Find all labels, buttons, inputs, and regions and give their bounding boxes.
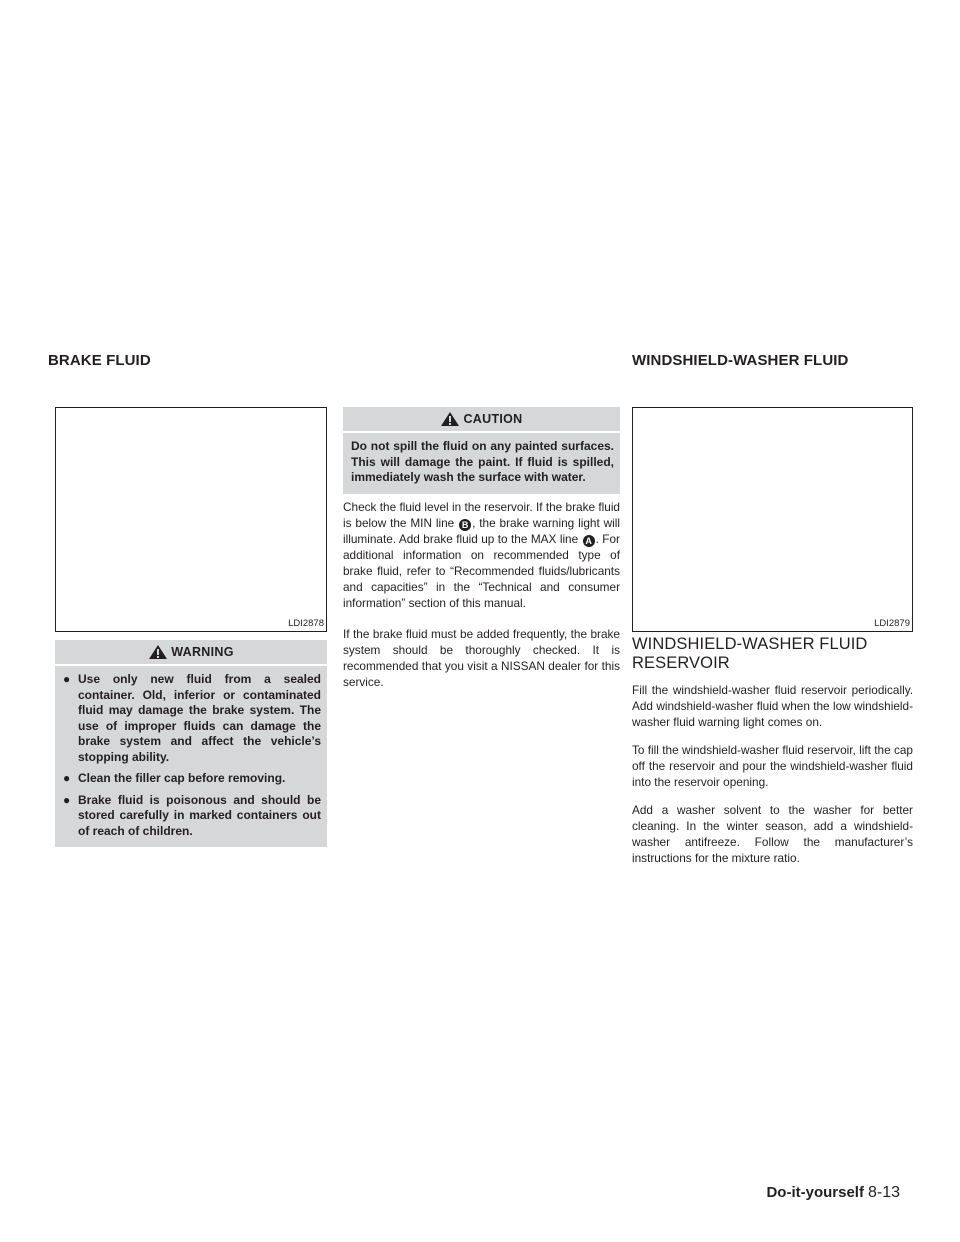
page-footer [766, 1184, 900, 1202]
warning-item [63, 793, 321, 840]
figure-label: LDI2879 [874, 618, 910, 629]
warning-item [63, 771, 321, 787]
washer-paragraph-3: Add a washer solvent to the washer for better cleaning. In the winter season, add a windshield-washer antifreeze. Follow the manufacturer’s instructions for the mixture ratio. [632, 803, 913, 865]
warning-item-text: Use only new fluid from a sealed container. Old, inferior or contaminated fluid may damage the brake system. The use of improper fluids can damage the brake system and affect the vehicle’s stopping ability. [78, 672, 321, 764]
warning-icon [148, 644, 168, 660]
caution-icon [440, 411, 460, 427]
footer-section: Do-it-yourself [766, 1184, 864, 1201]
washer-paragraph-2: To fill the windshield-washer fluid reservoir, lift the cap off the reservoir and pour the windshield-washer fluid into the reservoir opening. [632, 743, 913, 789]
section-heading-brake-fluid: BRAKE FLUID [48, 352, 151, 369]
washer-paragraph-1: Fill the windshield-washer fluid reservoir periodically. Add windshield-washer fluid when the low windshield-washer fluid warning light comes on. [632, 683, 913, 729]
page-number: 8-13 [867, 1184, 900, 1201]
brake-fluid-paragraph-1: Check the fluid level in the reservoir. If the brake fluid is below the MIN line B , the brake warning light will illuminate. Add brake fluid up to the MAX line A . For additional information on recommended type of brake fluid, refer to “Recommended fluids/lubricants and capacities” in the “Technical and consumer information” section of this manual. [343, 500, 620, 610]
warning-title: WARNING [171, 645, 234, 659]
washer-fluid-figure [632, 407, 913, 632]
bullet-icon: ● [63, 672, 71, 686]
figure-label: LDI2878 [288, 618, 324, 629]
washer-reservoir-subheading: WINDSHIELD-WASHER FLUID RESERVOIR [632, 635, 868, 672]
warning-box [55, 640, 327, 847]
warning-item [63, 672, 321, 765]
caution-box [343, 407, 620, 494]
caution-text: Do not spill the fluid on any painted surfaces. This will damage the paint. If fluid is spilled, immediately wash the surface with water. [351, 439, 614, 484]
caution-header [343, 407, 620, 431]
caution-title: CAUTION [463, 412, 523, 426]
warning-header [55, 640, 327, 664]
warning-item-text: Brake fluid is poisonous and should be stored carefully in marked containers out of reach of children. [78, 792, 321, 838]
section-heading-washer-fluid: WINDSHIELD-WASHER FLUID [632, 352, 849, 369]
brake-fluid-paragraph-2: If the brake fluid must be added frequently, the brake system should be thoroughly checked. It is recommended that you visit a NISSAN dealer for this service. [343, 627, 620, 689]
marker-a-icon: A [583, 535, 595, 547]
warning-item-text: Clean the filler cap before removing. [78, 771, 286, 785]
brake-fluid-figure [55, 407, 327, 632]
bullet-icon: ● [63, 792, 71, 807]
marker-b-icon: B [459, 519, 471, 531]
bullet-icon: ● [63, 771, 71, 785]
